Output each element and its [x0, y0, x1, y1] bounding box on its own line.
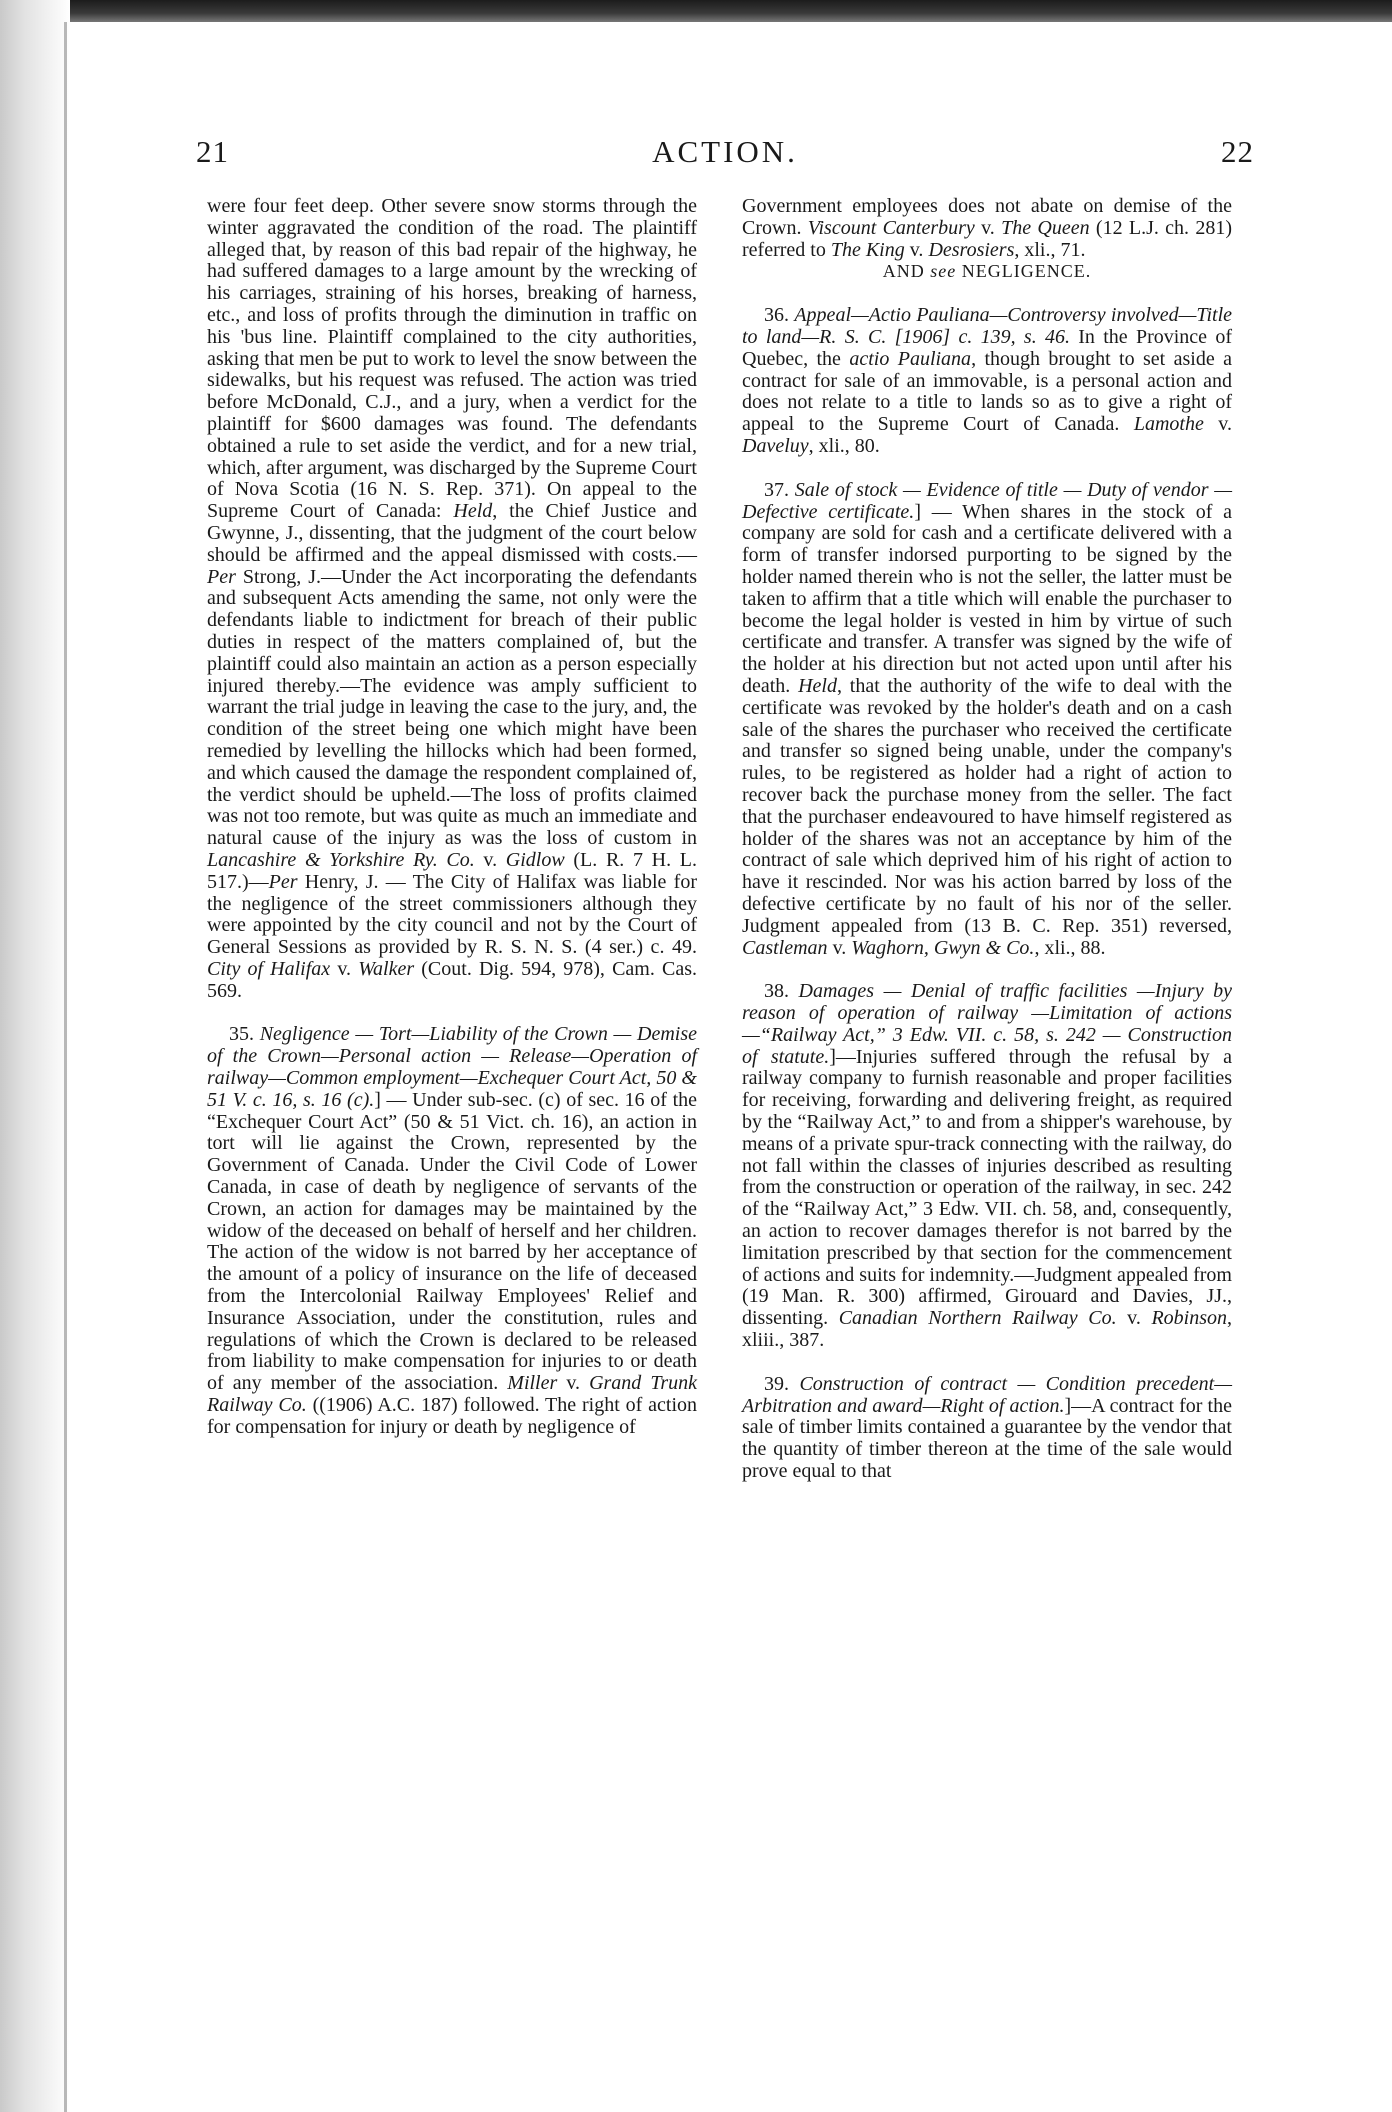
continuation-paragraph: were four feet deep. Other severe snow storms through the winter aggravated the condition of the road. The plaintiff alleged that, by reason of this bad repair of the highway, he had suffered damages to a large amount by the wrecking of his carriages, straining of his horses, breaking of harness, etc., and loss of profits through the diminution in traffic on his 'bus line. Plaintiff complained to the city authorities, asking that men be put to work to level the snow between the sidewalks, but his request was refused. The action was tried before McDonald, C.J., and a jury, when a verdict for the plaintiff for $600 damages was found. The defendants obtained a rule to set aside the verdict, and for a new trial, which, after argument, was discharged by the Supreme Court of Nova Scotia (16 N. S. Rep. 371). On appeal to the Supreme Court of Canada: Held, the Chief Justice and Gwynne, J., dissenting, that the judgment of the court below should be affirmed and the appeal dismissed with costs.—Per Strong, J.—Under the Act incorporating the defendants and subsequent Acts amending the same, not only were the defendants liable to indictment for breach of their public duties in respect of the matters complained of, but the plaintiff could also maintain an action as a person especially injured thereby.—The evidence was amply sufficient to warrant the trial judge in leaving the case to the jury, and, the condition of the street being one which might have been remedied by levelling the hillocks which had been formed, and which caused the damage the respondent complained of, the verdict should be upheld.—The loss of profits claimed was not too remote, but was quite as much an immediate and natural cause of the injury as was the loss of custom in Lancashire & Yorkshire Ry. Co. v. Gidlow (L. R. 7 H. L. 517.)—Per Henry, J. — The City of Halifax was liable for the negligence of the street commissioners although they were appointed by the city council and not by the Court of General Sessions as provided by R. S. N. S. (4 ser.) c. 49. City of Halifax v. Walker (Cout. Dig. 594, 978), Cam. Cas. 569. — [207, 195, 697, 1002]
entry-number: 36. — [764, 304, 789, 327]
entry-headnote: Construction of contract — Condition precedent—Arbitration and award—Right of action. — [742, 1372, 1233, 1417]
scan-page-gutter — [0, 0, 70, 2112]
scan-top-border — [0, 0, 1392, 22]
entry-number: 38. — [764, 980, 789, 1003]
page-number-right: 22 — [1221, 134, 1254, 169]
page-header — [196, 134, 1254, 182]
entry-37: 37. Sale of stock — Evidence of title — Duty of vendor — Defective certificate.] — When shares in the stock of a company are sold for cash and a certificate delivered with a form of transfer indorsed purporting to be signed by the holder named therein who is not the seller, the latter must be taken to affirm that a title which will enable the purchaser to become the legal holder is vested in him by virtue of such certificate and transfer. A transfer was signed by the wife of the holder at his direction but not acted upon until after his death. Held, that the authority of the wife to deal with the certificate was revoked by the holder's death and on a cash sale of the shares the purchaser who received the certificate and transfer so signed being unable, under the company's rules, to be registered as holder had a right of action to recover back the purchase money from the seller. The fact that the purchaser endeavoured to have himself registered as holder of the shares was not an acceptance by him of the contract of sale which deprived him of his right of action to have it rescinded. Nor was his action barred by loss of the defective certificate by no fault of his nor of the seller. Judgment appealed from (13 B. C. Rep. 351) reversed, Castleman v. Waghorn, Gwyn & Co., xli., 88. — [742, 478, 1233, 959]
left-column — [207, 196, 697, 1439]
entry-39: 39. Construction of contract — Condition precedent—Arbitration and award—Right of action.]—A contract for the sale of timber limits contained a guarantee by the vendor that the quantity of timber thereon at the time of the sale would prove equal to that — [742, 1372, 1233, 1483]
entry-headnote: Damages — Denial of traffic facilities —Injury by reason of operation of railway —Limitation of actions—“Railway Act,” 3 Edw. VII. c. 58, s. 242 — Construction of statute. — [742, 980, 1232, 1068]
entry-headnote: Sale of stock — Evidence of title — Duty of vendor — Defective certificate. — [742, 478, 1233, 523]
entry-number: 39. — [764, 1372, 789, 1395]
page-number-left: 21 — [196, 134, 229, 169]
cross-reference: AND see NEGLIGENCE. — [882, 261, 1092, 282]
entry-35: 35. Negligence — Tort—Liability of the Crown — Demise of the Crown—Personal action — Release—Operation of railway—Common employment—Exchequer Court Act, 50 & 51 V. c. 16, s. 16 (c).] — Under sub-sec. (c) of sec. 16 of the “Exchequer Court Act” (50 & 51 Vict. ch. 16), an action in tort will lie against the Crown, represented by the Government of Canada. Under the Civil Code of Lower Canada, in case of death by negligence of servants of the Crown, an action for damages may be maintained by the widow of the deceased on behalf of herself and her children. The action of the widow is not barred by her acceptance of the amount of a policy of insurance on the life of deceased from the Intercolonial Railway Employees' Relief and Insurance Association, under the constitution, rules and regulations of which the Crown is declared to be released from liability to make compensation for injuries to or death of any member of the association. Miller v. Grand Trunk Railway Co. ((1906) A.C. 187) followed. The right of action for compensation for injury or death by negligence of — [207, 1023, 698, 1438]
entry-number: 37. — [764, 478, 789, 501]
entry-headnote: Negligence — Tort—Liability of the Crown — Demise of the Crown—Personal action — Release—Operation of railway—Common employment—Exchequer Court Act, 50 & 51 V. c. 16, s. 16 (c). — [207, 1023, 697, 1111]
scan-page-edge-line — [64, 22, 67, 2112]
entry-38: 38. Damages — Denial of traffic facilities —Injury by reason of operation of railway —Limitation of actions—“Railway Act,” 3 Edw. VII. c. 58, s. 242 — Construction of statute.]—Injuries suffered through the refusal by a railway company to furnish reasonable and proper facilities for receiving, forwarding and delivering freight, as required by the “Railway Act,” to and from a shipper's warehouse, by means of a private spur-track connecting with the railway, do not fall within the classes of injuries described as resulting from the construction or operation of the railway, in sec. 242 of the “Railway Act,” 3 Edw. VII. ch. 58, and, consequently, an action to recover damages therefor is not barred by the limitation prescribed by that section for the commencement of actions and suits for indemnity.—Judgment appealed from (19 Man. R. 300) affirmed, Girouard and Davies, JJ., dissenting. Canadian Northern Railway Co. v. Robinson, xliii., 387. — [742, 980, 1233, 1352]
entry-headnote: Appeal—Actio Pauliana—Controversy involved—Title to land—R. S. C. [1906] c. 139, s. 46. — [742, 304, 1233, 348]
continuation-paragraph: Government employees does not abate on demise of the Crown. Viscount Canterbury v. The Queen (12 L.J. ch. 281) referred to The King v. Desrosiers, xli., 71. — [742, 195, 1233, 261]
right-column — [742, 196, 1232, 1483]
entry-number: 35. — [229, 1023, 254, 1046]
entry-36: 36. Appeal—Actio Pauliana—Controversy involved—Title to land—R. S. C. [1906] c. 139, s. 46. In the Province of Quebec, the actio Pauliana, though brought to set aside a contract for sale of an immovable, is a personal action and does not relate to a title to lands so as to give a right of appeal to the Supreme Court of Canada. Lamothe v. Daveluy, xli., 80. — [742, 304, 1233, 457]
running-title: ACTION. — [652, 134, 798, 169]
